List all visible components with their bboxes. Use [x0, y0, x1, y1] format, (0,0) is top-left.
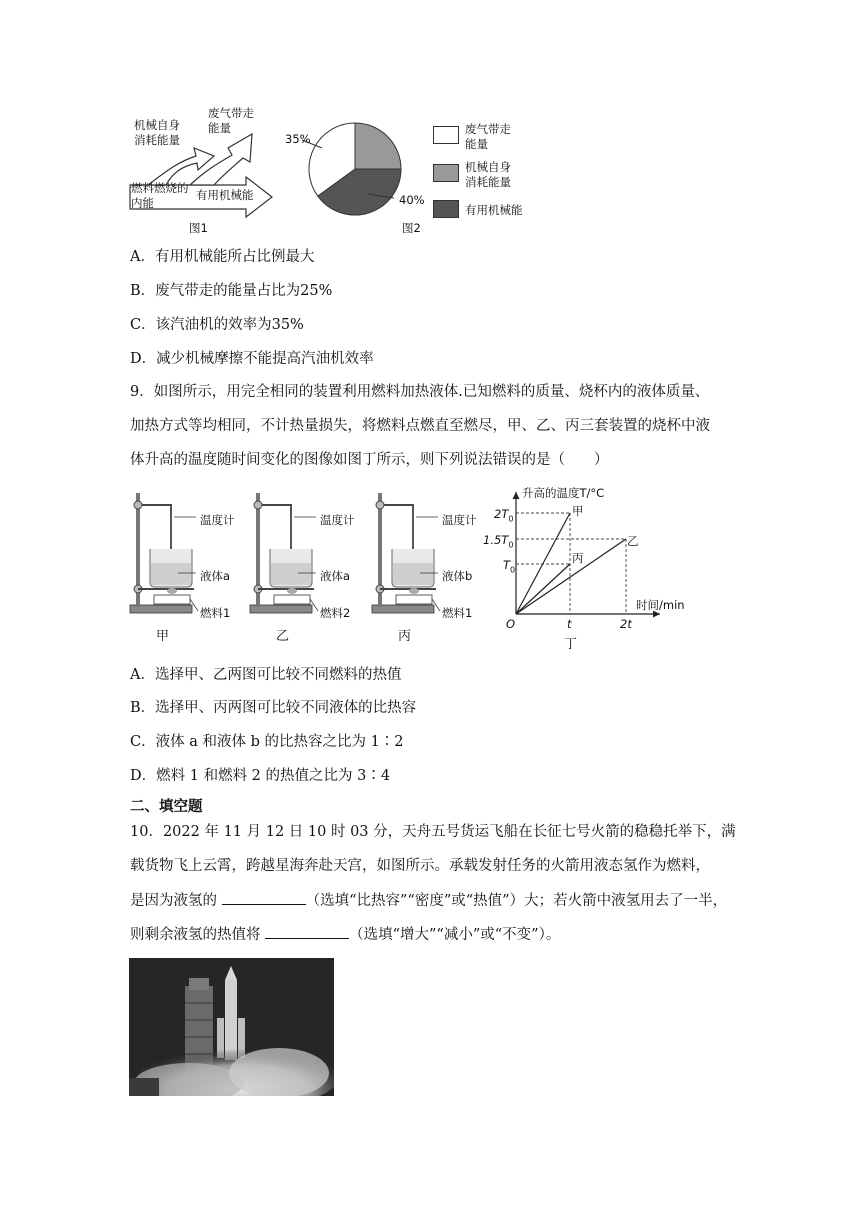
legend-label-useful: 有用机械能: [465, 203, 523, 217]
fuel-label-yi: 燃料2: [320, 606, 351, 620]
q10-line1: 10．2022 年 11 月 12 日 10 时 03 分，天舟五号货运飞船在长征七号火箭的稳稳托举下，满: [130, 824, 736, 840]
q8-option-d: D．减少机械摩擦不能提高汽油机效率: [130, 351, 374, 367]
section-title: 二、填空题: [130, 798, 203, 815]
legend-label-exhaust: 废气带走 能量: [465, 122, 511, 151]
apparatus-caption-yi: 乙: [276, 629, 290, 644]
q9-stem-line1: 9．如图所示，用完全相同的装置利用燃料加热液体.已知燃料的质量、烧杯内的液体质量、: [130, 384, 710, 400]
legend-label-mech: 机械自身 消耗能量: [465, 160, 511, 189]
pie-label-useful: 40%: [399, 193, 425, 207]
q8-option-c: C．该汽油机的效率为35%: [130, 317, 304, 333]
thermometer-label-jia: 温度计: [200, 513, 235, 527]
fig1-fuel-label: 燃料燃烧的 内能: [131, 181, 189, 210]
fuel-label-jia: 燃料1: [200, 606, 231, 620]
graph-origin: O: [506, 617, 516, 631]
line-bing: [516, 564, 570, 614]
line-jia: [516, 513, 570, 614]
answer-blank-1[interactable]: [222, 890, 306, 905]
tick-1-5T0: $1.5T_0$: [483, 533, 514, 550]
thermometer-label-yi: 温度计: [320, 513, 355, 527]
q10-line3: 是因为液氢的 （选填“比热容”“密度”或“热值”）大；若火箭中液氢用去了一半，: [130, 890, 727, 911]
tick-2t: 2t: [620, 617, 632, 631]
tick-T0: $T_0$: [503, 558, 516, 575]
apparatus-caption-bing: 丙: [398, 629, 412, 644]
fig1-caption: 图1: [189, 221, 208, 235]
line-yi: [516, 539, 626, 614]
rocket-launch-photo: [129, 958, 334, 1096]
q9-option-d: D．燃料 1 和燃料 2 的热值之比为 3∶4: [130, 768, 391, 784]
pie-label-exhaust: 35%: [285, 132, 311, 146]
q9-option-a: A．选择甲、乙两图可比较不同燃料的热值: [130, 667, 402, 683]
thermometer-label-bing: 温度计: [442, 513, 477, 527]
fig1-mech-loss-label: 机械自身 消耗能量: [134, 118, 180, 147]
legend-swatch-useful: [433, 200, 459, 218]
q10-line2: 载货物飞上云霄，跨越星海奔赴天宫，如图所示。承载发射任务的火箭用液态氢作为燃料，: [130, 858, 710, 874]
apparatus-caption-jia: 甲: [156, 629, 170, 644]
q8-option-a: A．有用机械能所占比例最大: [130, 249, 315, 265]
tick-t: t: [567, 617, 572, 631]
pie-slice-mech: [355, 123, 401, 169]
graph-xlabel: 时间/min: [636, 598, 685, 612]
line-label-bing: 丙: [572, 551, 584, 565]
line-label-jia: 甲: [572, 504, 584, 518]
liquid-label-yi: 液体a: [320, 569, 351, 583]
fig1-exhaust-label: 废气带走 能量: [208, 106, 254, 135]
graph-caption: 丁: [564, 637, 578, 652]
q10-line4: 则剩余液氢的热值将 （选填“增大”“减小”或“不变”）。: [130, 924, 560, 945]
legend-swatch-mech: [433, 164, 459, 182]
fuel-label-bing: 燃料1: [442, 606, 473, 620]
liquid-label-bing: 液体b: [442, 569, 473, 583]
answer-blank-2[interactable]: [265, 924, 349, 939]
q8-option-b: B．废气带走的能量占比为25%: [130, 283, 333, 299]
legend-swatch-exhaust: [433, 126, 459, 144]
pie-chart: [280, 112, 440, 227]
fig2-caption: 图2: [402, 221, 421, 235]
q9-option-b: B．选择甲、丙两图可比较不同液体的比热容: [130, 700, 417, 716]
line-label-yi: 乙: [627, 534, 639, 548]
q9-option-c: C．液体 a 和液体 b 的比热容之比为 1∶2: [130, 734, 404, 750]
q9-stem-line2: 加热方式等均相同，不计热量损失，将燃料点燃直至燃尽，甲、乙、丙三套装置的烧杯中液: [130, 418, 710, 434]
graph-ylabel: 升高的温度T/°C: [522, 486, 605, 500]
tick-2T0: $2T_0$: [494, 507, 514, 524]
q9-stem-line3: 体升高的温度随时间变化的图像如图丁所示，则下列说法错误的是（ ）: [130, 452, 609, 468]
fig1-useful-label: 有用机械能: [196, 188, 254, 202]
liquid-label-jia: 液体a: [200, 569, 231, 583]
